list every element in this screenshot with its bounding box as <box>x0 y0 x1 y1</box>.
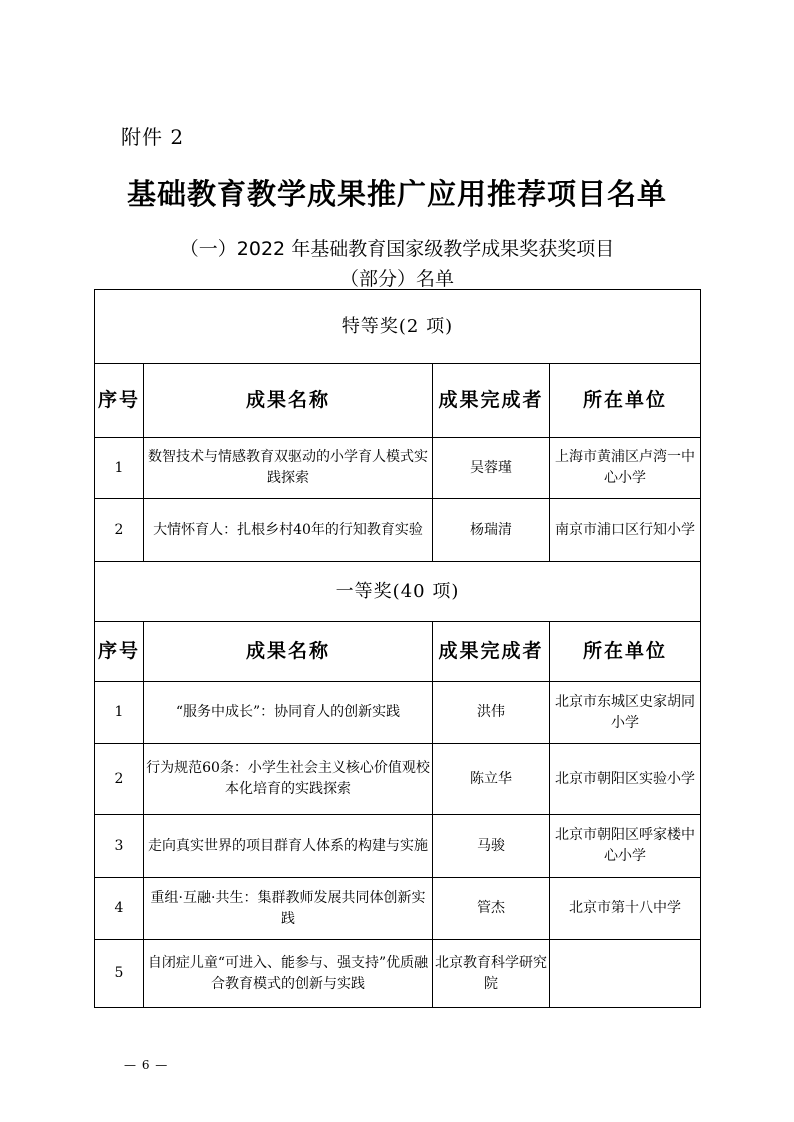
section-title: 特等奖(2 项) <box>95 290 701 364</box>
row-project-name: 行为规范60条：小学生社会主义核心价值观校本化培育的实践探索 <box>144 744 433 815</box>
row-number: 4 <box>95 878 144 940</box>
row-project-name: 大情怀育人：扎根乡村40年的行知教育实验 <box>144 499 433 562</box>
page-number: — 6 — <box>124 1058 169 1072</box>
row-unit: 北京市朝阳区实验小学 <box>550 744 701 815</box>
column-header-unit: 所在单位 <box>550 622 701 682</box>
table-row <box>95 438 701 499</box>
page-title: 基础教育教学成果推广应用推荐项目名单 <box>126 177 667 211</box>
row-author: 洪伟 <box>433 682 550 744</box>
row-author: 吴蓉瑾 <box>433 438 550 499</box>
column-header-number: 序号 <box>95 622 144 682</box>
row-number: 1 <box>95 438 144 499</box>
row-number: 1 <box>95 682 144 744</box>
section-title: 一等奖(40 项) <box>95 562 701 622</box>
column-header-unit: 所在单位 <box>550 364 701 438</box>
table-row <box>95 499 701 562</box>
table-row <box>95 815 701 878</box>
table-row <box>95 744 701 815</box>
section-header-row <box>95 290 701 364</box>
row-unit: 南京市浦口区行知小学 <box>550 499 701 562</box>
column-header-number: 序号 <box>95 364 144 438</box>
subtitle-line-1: （一）2022 年基础教育国家级教学成果奖获奖项目 <box>179 238 615 260</box>
row-project-name: 数智技术与情感教育双驱动的小学育人模式实践探索 <box>144 438 433 499</box>
column-header-name: 成果名称 <box>144 364 433 438</box>
column-header-author: 成果完成者 <box>433 364 550 438</box>
row-unit: 北京市朝阳区呼家楼中心小学 <box>550 815 701 878</box>
table-row <box>95 940 701 1008</box>
row-project-name: 走向真实世界的项目群育人体系的构建与实施 <box>144 815 433 878</box>
column-header-row <box>95 364 701 438</box>
row-author: 陈立华 <box>433 744 550 815</box>
column-header-row <box>95 622 701 682</box>
row-project-name: 重组·互融·共生：集群教师发展共同体创新实践 <box>144 878 433 940</box>
row-number: 2 <box>95 744 144 815</box>
subtitle-line-2: （部分）名单 <box>339 268 454 290</box>
row-unit: 北京市第十八中学 <box>550 878 701 940</box>
row-author: 北京教育科学研究院 <box>433 940 550 1008</box>
row-author: 马骏 <box>433 815 550 878</box>
row-author: 管杰 <box>433 878 550 940</box>
attachment-label: 附件 2 <box>121 125 185 149</box>
table-row <box>95 682 701 744</box>
row-author: 杨瑞清 <box>433 499 550 562</box>
row-number: 3 <box>95 815 144 878</box>
row-project-name: “服务中成长”：协同育人的创新实践 <box>144 682 433 744</box>
row-unit: 上海市黄浦区卢湾一中心小学 <box>550 438 701 499</box>
section-header-row <box>95 562 701 622</box>
column-header-name: 成果名称 <box>144 622 433 682</box>
table-row <box>95 878 701 940</box>
row-unit <box>550 940 701 1008</box>
row-number: 2 <box>95 499 144 562</box>
row-project-name: 自闭症儿童“可进入、能参与、强支持”优质融合教育模式的创新与实践 <box>144 940 433 1008</box>
row-unit: 北京市东城区史家胡同小学 <box>550 682 701 744</box>
row-number: 5 <box>95 940 144 1008</box>
column-header-author: 成果完成者 <box>433 622 550 682</box>
awards-table <box>94 289 701 1008</box>
